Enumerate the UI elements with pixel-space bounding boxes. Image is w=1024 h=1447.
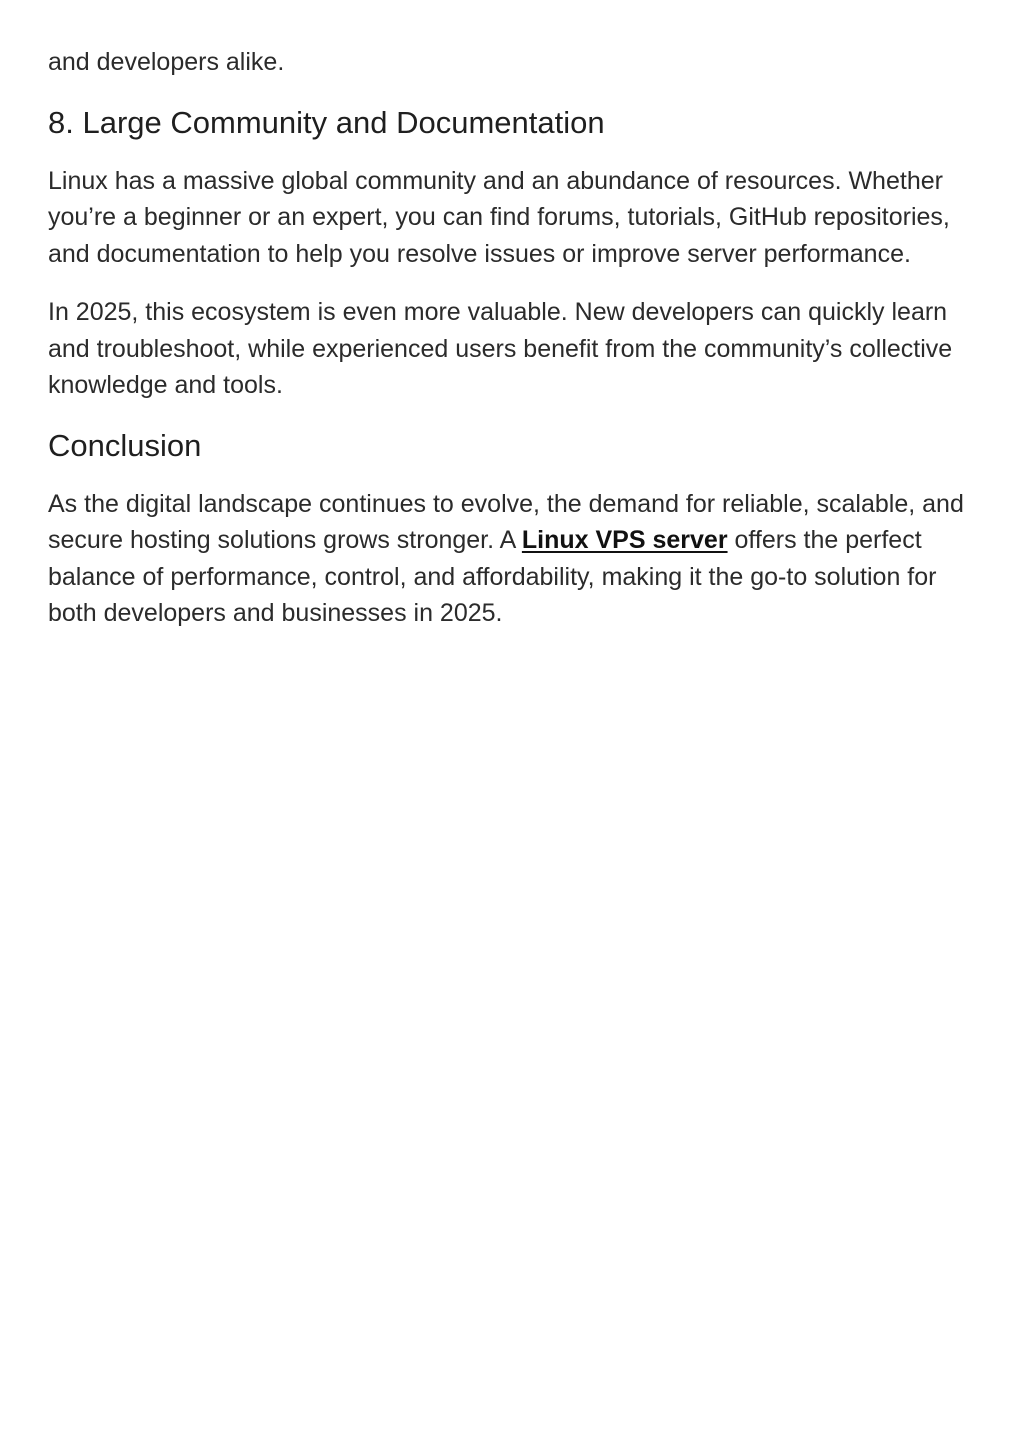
- article-body: [48, 44, 978, 632]
- section-heading-community: 8. Large Community and Documentation: [48, 104, 605, 140]
- intro-tail-text: and developers alike.: [48, 48, 285, 76]
- conclusion-text-start: As the digital landscape continues to evolve, the demand for reliable, scalable, and secure hosting solutions grows stronger. A: [48, 489, 964, 554]
- conclusion-paragraph: [48, 486, 978, 632]
- conclusion-heading: Conclusion: [48, 427, 202, 463]
- community-paragraph-1: Linux has a massive global community and an abundance of resources. Whether you’re a beginner or an expert, you can find forums, tutorials, GitHub repositories, and documentation to help you resolve issues or improve server performance.: [48, 166, 950, 268]
- community-paragraph-2: In 2025, this ecosystem is even more valuable. New developers can quickly learn and troubleshoot, while experienced users benefit from the community’s collective knowledge and tools.: [48, 298, 953, 399]
- linux-vps-server-link[interactable]: Linux VPS server: [521, 526, 728, 554]
- conclusion-text-end: offers the perfect balance of performance, control, and affordability, making it the go-to solution for both developers and businesses in 2025.: [48, 526, 937, 627]
